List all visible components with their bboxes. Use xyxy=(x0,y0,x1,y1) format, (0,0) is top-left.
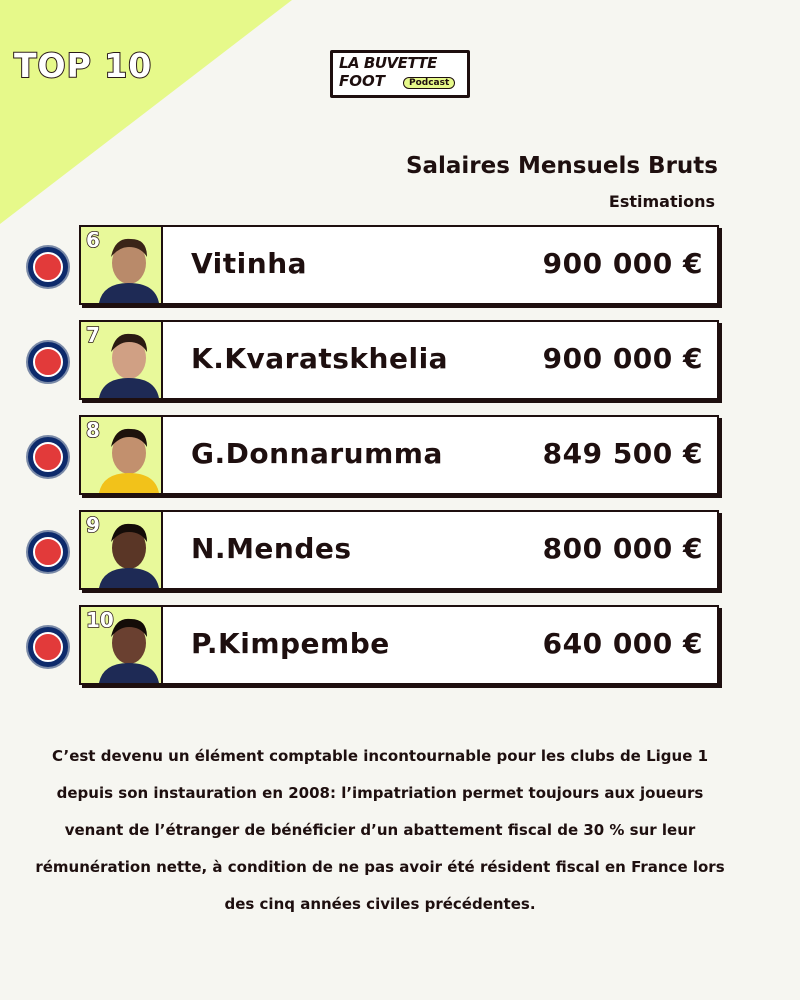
ranking-row xyxy=(0,605,800,687)
logo-podcast-tag: Podcast xyxy=(403,77,455,89)
player-photo xyxy=(81,417,163,493)
player-photo xyxy=(81,512,163,588)
player-card xyxy=(79,225,719,305)
logo-line-1: LA BUVETTE xyxy=(339,54,437,72)
ranking-row xyxy=(0,225,800,307)
player-photo xyxy=(81,322,163,398)
player-card xyxy=(79,320,719,400)
logo-line-2: FOOT xyxy=(339,72,385,90)
salary-amount: 900 000 € xyxy=(542,342,703,375)
page-title: Salaires Mensuels Bruts xyxy=(405,153,718,179)
rank-number: 7 xyxy=(86,323,100,347)
footer-description: C’est devenu un élément comptable incontournable pour les clubs de Ligue 1 depuis son instauration en 2008: l’impatriation permet toujours aux joueurs venant de l’étranger de bénéficier d’un abattement fiscal de 30 % sur leur rémunération nette, à condition de ne pas avoir été résident fiscal en France lors des cinq années civiles précédentes. xyxy=(35,747,725,913)
brand-logo xyxy=(330,50,470,98)
ranking-row xyxy=(0,320,800,402)
psg-crest-icon xyxy=(26,245,70,289)
psg-crest-icon xyxy=(26,625,70,669)
rank-number: 6 xyxy=(86,228,100,252)
player-name: P.Kimpembe xyxy=(191,627,390,660)
player-name: N.Mendes xyxy=(191,532,352,565)
rank-number: 8 xyxy=(86,418,100,442)
top-10-badge: TOP 10 xyxy=(14,46,153,85)
player-card xyxy=(79,415,719,495)
player-photo xyxy=(81,607,163,683)
player-name: G.Donnarumma xyxy=(191,437,443,470)
salary-amount: 640 000 € xyxy=(542,627,703,660)
player-card xyxy=(79,510,719,590)
rank-number: 9 xyxy=(86,513,100,537)
page-subtitle: Estimations xyxy=(608,192,715,211)
rank-number: 10 xyxy=(86,608,114,632)
psg-crest-icon xyxy=(26,530,70,574)
salary-amount: 800 000 € xyxy=(542,532,703,565)
player-card xyxy=(79,605,719,685)
player-photo xyxy=(81,227,163,303)
psg-crest-icon xyxy=(26,340,70,384)
psg-crest-icon xyxy=(26,435,70,479)
salary-amount: 849 500 € xyxy=(542,437,703,470)
player-name: K.Kvaratskhelia xyxy=(191,342,449,375)
ranking-row xyxy=(0,510,800,592)
salary-amount: 900 000 € xyxy=(542,247,703,280)
ranking-row xyxy=(0,415,800,497)
player-name: Vitinha xyxy=(191,247,308,280)
